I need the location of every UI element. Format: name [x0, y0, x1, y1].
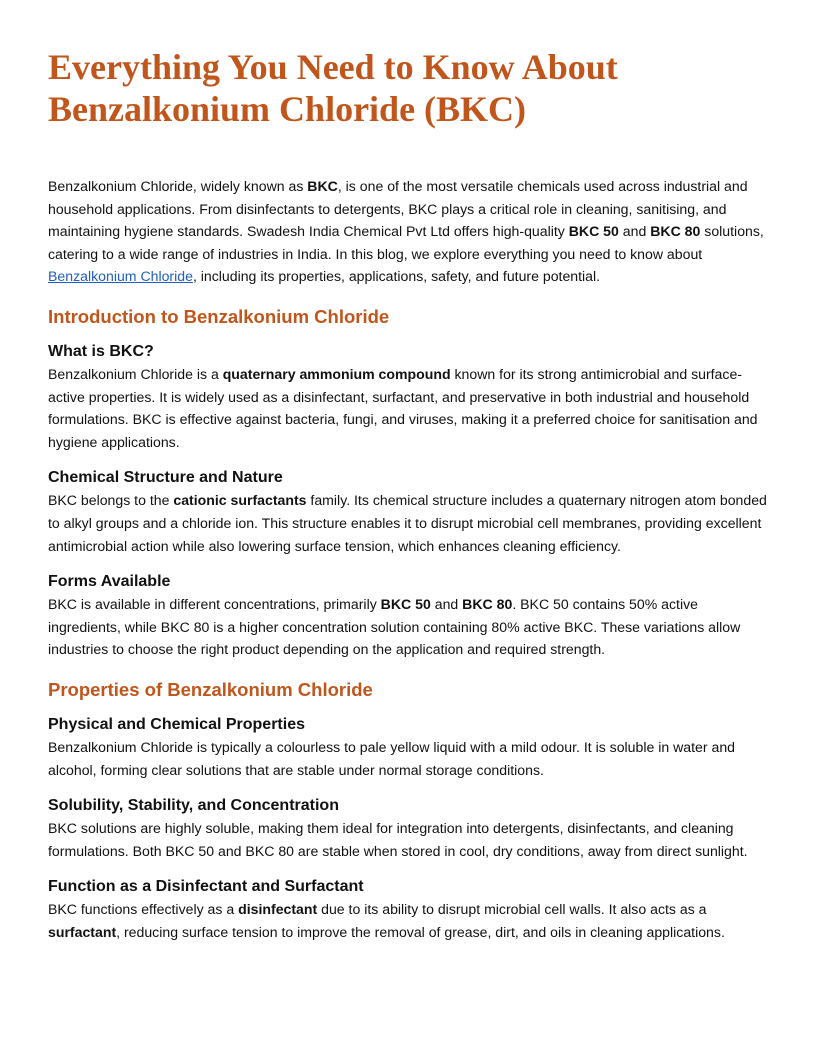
intro-text: , including its properties, applications, safety, and future potential.	[192, 268, 601, 285]
intro-text: , is one of the most versatile chemicals used across industrial and household applications. From disinfectants to detergents, BKC plays a critical role in cleaning, sanitising, and maintaining hygiene standards. Swadesh India Chemical Pvt Ltd offers high-quality	[48, 178, 748, 240]
document-page	[48, 46, 772, 943]
physical-properties-paragraph: Benzalkonium Chloride is typically a colourless to pale yellow liquid with a mild odour. It is soluble in water and alcohol, forming clear solutions that are stable under normal storage conditions.	[48, 738, 736, 778]
section-heading-introduction: Introduction to Benzalkonium Chloride	[48, 305, 390, 327]
page-title: Everything You Need to Know About Benzalkonium Chloride (BKC)	[48, 47, 618, 129]
paragraph-text: Benzalkonium Chloride is a	[48, 365, 223, 382]
bold-term: surfactant	[48, 923, 117, 940]
paragraph-text: BKC belongs to the	[48, 492, 174, 509]
intro-bold-bkc: BKC	[307, 178, 338, 194]
function-paragraph	[48, 898, 772, 943]
subheading-function: Function as a Disinfectant and Surfactant	[48, 878, 364, 896]
paragraph-text: due to its ability to disrupt microbial cell walls. It also acts as a	[317, 901, 707, 918]
benzalkonium-chloride-link[interactable]: Benzalkonium Chloride	[48, 268, 193, 285]
bold-term: cationic surfactants	[173, 492, 307, 509]
intro-text: and	[618, 223, 651, 240]
forms-available-paragraph	[48, 593, 772, 661]
what-is-bkc-paragraph	[48, 363, 772, 453]
subheading-physical-properties: Physical and Chemical Properties	[48, 715, 305, 733]
paragraph-text: and	[430, 596, 463, 613]
intro-text: Benzalkonium Chloride, widely known as	[48, 178, 308, 194]
paragraph-text: , reducing surface tension to improve the removal of grease, dirt, and oils in cleaning applications.	[116, 923, 725, 940]
subheading-chemical-structure: Chemical Structure and Nature	[48, 469, 283, 487]
solubility-paragraph: BKC solutions are highly soluble, making them ideal for integration into detergents, disinfectants, and cleaning formulations. Both BKC 50 and BKC 80 are stable when stored in cool, dry conditions, away from direct sunlight.	[48, 820, 748, 859]
subheading-forms-available: Forms Available	[48, 573, 171, 591]
subheading-solubility: Solubility, Stability, and Concentration	[48, 797, 339, 815]
intro-paragraph	[48, 175, 772, 288]
subheading-what-is-bkc: What is BKC?	[48, 342, 154, 360]
bold-term: quaternary ammonium compound	[222, 365, 451, 382]
paragraph-text: BKC functions effectively as a	[48, 901, 239, 918]
paragraph-text: . BKC 50 contains 50% active ingredients, while BKC 80 is a higher concentration solution containing 80% active BKC. These variations allow industries to choose the right product depending on the application and required strength.	[48, 596, 741, 658]
bold-term: BKC 80	[462, 596, 513, 613]
paragraph-text: BKC is available in different concentrations, primarily	[48, 596, 381, 613]
chemical-structure-paragraph	[48, 489, 772, 557]
paragraph-text: known for its strong antimicrobial and surface-active properties. It is widely used as a disinfectant, surfactant, and preservative in both industrial and household formulations. BKC is effective against bacteria, fungi, and viruses, making it a preferred choice for sanitisation and hygiene applications.	[48, 365, 758, 450]
paragraph-text: family. Its chemical structure includes a quaternary nitrogen atom bonded to alkyl groups and a chloride ion. This structure enables it to disrupt microbial cell membranes, providing excellent antimicrobial action while also lowering surface tension, which enhances cleaning efficiency.	[48, 492, 767, 554]
section-heading-properties: Properties of Benzalkonium Chloride	[48, 678, 373, 700]
bold-term: BKC 50	[380, 596, 431, 613]
intro-bold-bkc80: BKC 80	[650, 223, 701, 240]
intro-bold-bkc50: BKC 50	[568, 223, 619, 240]
intro-text: solutions, catering to a wide range of industries in India. In this blog, we explore everything you need to know about	[48, 223, 764, 262]
bold-term: disinfectant	[238, 901, 318, 918]
